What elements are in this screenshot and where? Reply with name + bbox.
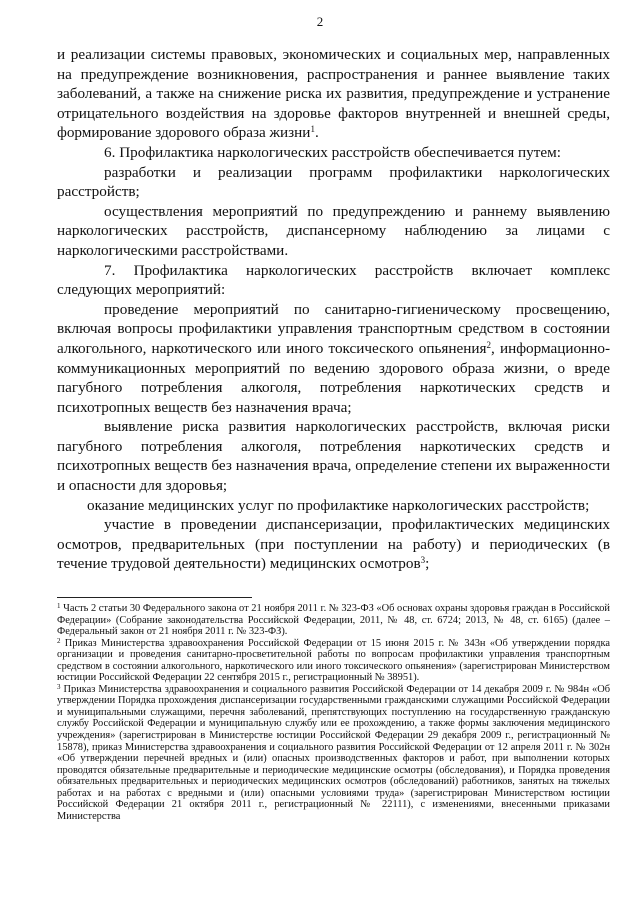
- paragraph-6: 6. Профилактика наркологических расстройств обеспечивается путем:: [104, 143, 561, 161]
- footnote-separator: [57, 597, 252, 598]
- paragraph-7-item-3: оказание медицинских услуг по профилактике наркологических расстройств;: [87, 496, 590, 514]
- footnote-mark-2: 2: [57, 636, 61, 645]
- footnote-mark-3: 3: [57, 682, 61, 691]
- document-body: [57, 45, 610, 574]
- paragraph-6-item-1: разработки и реализации программ профилактики наркологических расстройств;: [57, 163, 610, 201]
- paragraph-1: и реализации системы правовых, экономических и социальных мер, направленных на предупреждение возникновения, распространения и раннее выявление таких заболеваний, а также на снижение риска их развития, предупреждение и устранение отрицательного воздействия на здоровье факторов внутренней и внешней среды, формирование здорового образа жизни$^1$.: [57, 46, 610, 142]
- paragraph-7-item-4: участие в проведении диспансеризации, профилактических медицинских осмотров, предварительных (при поступлении на работу) и периодических (в течение трудовой деятельности) медицинских осмотров$^3$;: [57, 516, 610, 573]
- footnote-mark-1: 1: [57, 602, 61, 610]
- paragraph-7: 7. Профилактика наркологических расстройств включает комплекс следующих мероприятий:: [57, 261, 610, 299]
- footnote-3: $^3$ Приказ Министерства здравоохранения и социального развития Российской Федерации от 14 декабря 2009 г. № 984н «Об утверждении Порядка прохождения диспансеризации государственными гражданскими служащими Российской Федерации и муниципальными служащими, перечня заболеваний, препятствующих поступлению на государственную гражданскую службу Российской Федерации и муниципальную службу или ее прохождению, а также формы заключения медицинского учреждения» (зарегистрирован в Министерстве юстиции Российской Федерации 29 декабря 2009 г., регистрационный № 15878), приказ Министерства здравоохранения и социального развития Российской Федерации от 12 апреля 2011 г. № 302н «Об утверждении перечней вредных и (или) опасных производственных факторов и работ, при выполнении которых проводятся обязательные предварительные и периодические медицинские осмотры (обследования), и Порядка проведения обязательных предварительных и периодических медицинских осмотров (обследований) работников, занятых на тяжелых работах и на работах с вредными и (или) опасными условиями труда» (зарегистрирован Министерством юстиции Российской Федерации 21 октября 2011 г., регистрационный № 22111), с изменениями, внесенными приказами Министерства: [57, 682, 610, 822]
- footnote-1: $^1$ Часть 2 статьи 30 Федерального закона от 21 ноября 2011 г. № 323-ФЗ «Об основах охраны здоровья граждан в Российской Федерации» (Собрание законодательства Российской Федерации, 2011, № 48, ст. 6724; 2013, № 48, ст. 6165) (далее – Федеральный закон от 21 ноября 2011 г. № 323-ФЗ).: [57, 602, 610, 638]
- footnote-ref-2[interactable]: 2: [486, 339, 491, 350]
- paragraph-7-item-1: проведение мероприятий по санитарно-гигиеническому просвещению, включая вопросы профилактики управления транспортным средством в состоянии алкогольного, наркотического или иного токсического опьянения$^2$, информационно-коммуникационных мероприятий по ведению здорового образа жизни, о вреде пагубного потребления алкоголя, потребления наркотических средств и психотропных веществ без назначения врача;: [57, 300, 611, 416]
- footnotes: [57, 603, 610, 822]
- footnote-2: $^2$ Приказ Министерства здравоохранения Российской Федерации от 15 июня 2015 г. № 343н «Об утверждении порядка организации и проведения санитарно-просветительной работы по вопросам профилактики управления транспортным средством в состоянии алкогольного, наркотического или иного токсического опьянения» (зарегистрирован Министерством юстиции Российской Федерации 22 сентября 2015 г., регистрационный № 38951).: [57, 636, 610, 684]
- footnote-ref-1[interactable]: 1: [310, 124, 315, 135]
- paragraph-6-item-2: осуществления мероприятий по предупреждению и раннему выявлению наркологических расстройств, диспансерному наблюдению за лицами с наркологическими расстройствами.: [57, 202, 610, 259]
- footnote-ref-3[interactable]: 3: [420, 555, 426, 566]
- paragraph-7-item-2: выявление риска развития наркологических расстройств, включая риски пагубного потребления алкоголя, потребления наркотических средств и психотропных веществ без назначения врача, определение степени их выраженности и опасности для здоровья;: [57, 418, 610, 495]
- page-number: 2: [316, 14, 324, 29]
